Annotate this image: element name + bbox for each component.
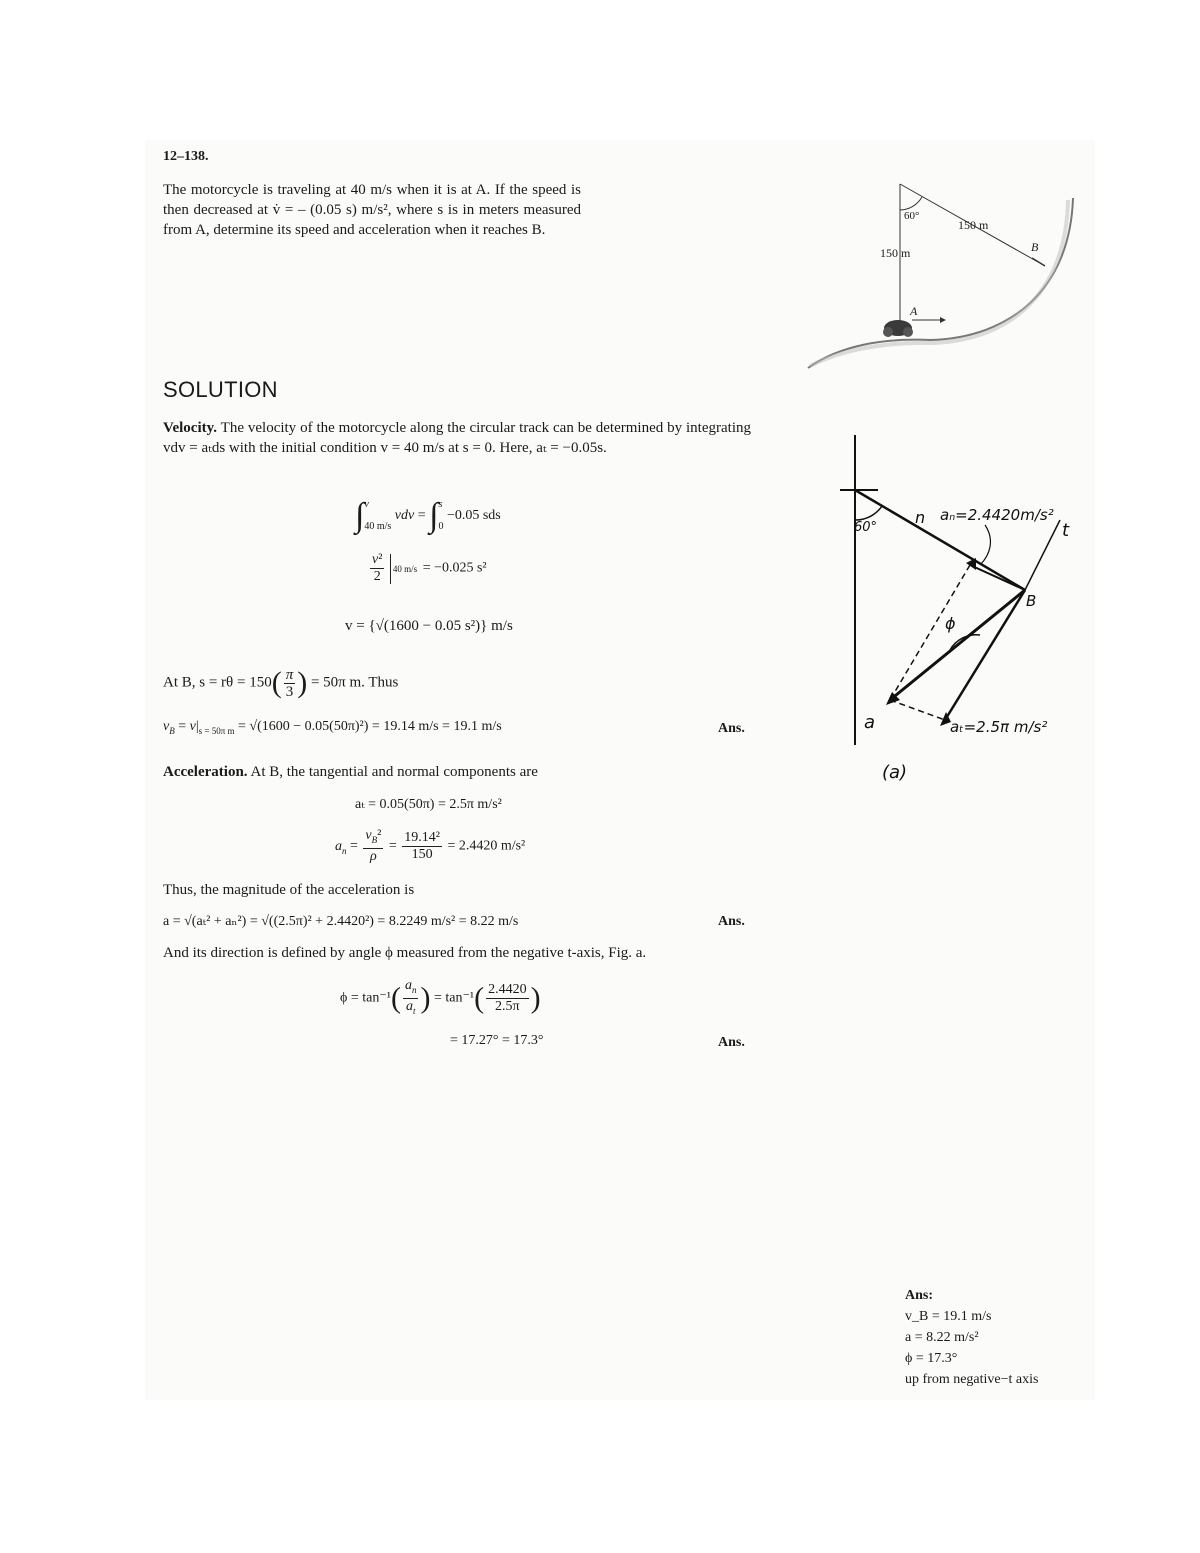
acceleration-paragraph: [163, 762, 538, 782]
an-result: = 2.4420 m/s²: [447, 838, 526, 854]
answer-direction: up from negative−t axis: [905, 1372, 1039, 1387]
phi-result: = 17.27° = 17.3°: [450, 1033, 544, 1048]
sketch-figure-label: (a): [882, 762, 908, 783]
answer-marker-vb: Ans.: [718, 721, 745, 736]
tangential-equation: aₜ = 0.05(50π) = 2.5π m/s²: [355, 797, 502, 812]
acceleration-title: Acceleration.: [163, 764, 248, 780]
acceleration-text: At B, the tangential and normal components are: [250, 764, 538, 780]
vector-sketch: [830, 430, 1090, 750]
problem-statement: The motorcycle is traveling at 40 m/s when it is at A. If the speed is then decreased at v̇ = – (0.05 s) m/s², where s is in meters measured from A, determine its speed and acceleration when it reaches B.: [163, 182, 581, 238]
figure-angle-label: 60°: [904, 210, 920, 222]
velocity-function: v = {√(1600 − 0.05 s²)} m/s: [345, 618, 513, 634]
sketch-an-label: aₙ=2.4420m/s²: [940, 506, 1054, 524]
at-b-text: At B, s = rθ = 150: [163, 674, 272, 691]
integral-result: = −0.025 s²: [422, 560, 487, 576]
answer-phi: ϕ = 17.3°: [905, 1351, 958, 1366]
figure-height-label: 150 m: [880, 246, 911, 260]
answer-marker-a: Ans.: [718, 914, 745, 929]
sketch-point-b: B: [1026, 592, 1037, 610]
answer-vb: v_B = 19.1 m/s: [905, 1309, 992, 1324]
velocity-paragraph: [163, 418, 751, 458]
answer-a: a = 8.22 m/s²: [905, 1330, 979, 1345]
figure-point-b: B: [1031, 240, 1039, 254]
answer-summary-title: Ans:: [905, 1288, 934, 1303]
vb-value: = √(1600 − 0.05(50π)²) = 19.14 m/s = 19.1 m/s: [238, 719, 502, 734]
phi-numerator: 2.4420: [488, 981, 527, 997]
normal-equation: $a_n$ = $\frac{v_B^2}{\rho}$ = $\frac{\text{19.14²}}{150}$ = 2.4420 m/s²: [335, 828, 526, 864]
answer-marker-phi: Ans.: [718, 1035, 745, 1050]
phi-denominator: 2.5π: [495, 998, 520, 1014]
at-b-equation: At B, s = rθ = 150( $\frac{\pi}{3}$ ) = 50π m. Thus: [163, 666, 399, 700]
magnitude-paragraph: Thus, the magnitude of the acceleration is: [163, 882, 415, 898]
sketch-phi-label: ϕ: [945, 614, 956, 633]
velocity-text: The velocity of the motorcycle along the circular track can be determined by integrating vdv = aₜds with the initial condition v = 40 m/s at s = 0. Here, aₜ = −0.05s.: [163, 420, 752, 456]
sketch-at-label: aₜ=2.5π m/s²: [950, 718, 1048, 736]
vb-equation: $v_B = v|_{s = 50\pi m} = √(1600 - 0.05(50\pi)^2) = 19.14$ m/s = 19.1 m/s: [163, 719, 502, 736]
sketch-n-axis-label: n: [915, 508, 926, 527]
problem-number: 12–138.: [163, 149, 209, 164]
figure-radius-label: 150 m: [958, 218, 989, 232]
sketch-angle-label: 60°: [854, 520, 878, 535]
answer-summary: [905, 1285, 1095, 1390]
phi-left: ϕ = tan⁻¹: [340, 990, 391, 1006]
direction-paragraph: And its direction is defined by angle ϕ measured from the negative t-axis, Fig. a.: [163, 945, 647, 961]
integral-equation: ∫ v 40 m/s vdv = ∫ s 0 −0.05 sds: [355, 497, 501, 534]
at-b-tail: = 50π m. Thus: [310, 674, 399, 691]
sketch-a-label: a: [864, 712, 876, 733]
phi-mid: = tan⁻¹: [433, 990, 475, 1006]
integral-result-equation: $\frac{\text{v²}}{2}$ 40 m/s = −0.025 s²: [372, 552, 487, 584]
figure-point-a: A: [910, 304, 918, 318]
acceleration-magnitude-equation: a = √(aₜ² + aₙ²) = √((2.5π)² + 2.4420²) = 8.2249 m/s² = 8.22 m/s: [163, 914, 519, 929]
phi-equation: ϕ = tan⁻¹( $\frac{a_n}{a_t}$ ) = tan⁻¹( $\frac{2.4420}{2.5\pi}$ ): [340, 978, 541, 1016]
an-numerator: 19.14²: [404, 829, 440, 845]
problem-figure: [800, 170, 1090, 370]
an-denominator: 150: [411, 846, 433, 862]
solution-heading: SOLUTION: [163, 377, 278, 402]
integral-rhs: −0.05 sds: [446, 508, 501, 524]
velocity-title: Velocity.: [163, 420, 218, 436]
sketch-t-axis-label: t: [1062, 520, 1070, 541]
